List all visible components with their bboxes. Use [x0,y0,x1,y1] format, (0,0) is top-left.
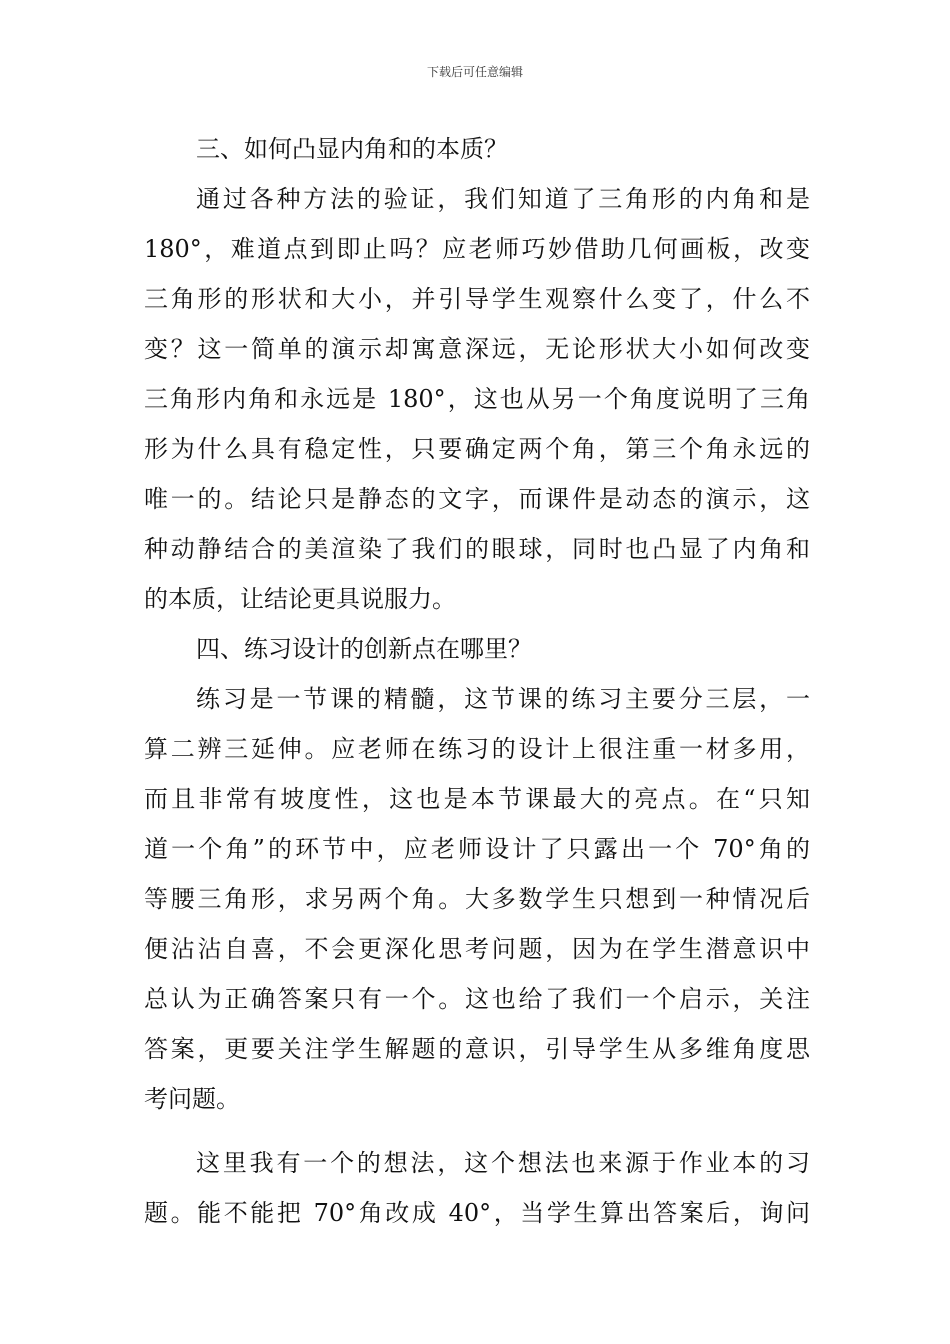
paragraph-line: 形为什么具有稳定性，只要确定两个角，第三个角永远的 [144,435,810,463]
paragraph-line: 算二辨三延伸。应老师在练习的设计上很注重一材多用， [144,735,810,763]
paragraph-line: 唯一的。结论只是静态的文字，而课件是动态的演示，这 [144,485,810,513]
paragraph-line: 变？这一简单的演示却寓意深远，无论形状大小如何改变 [144,335,810,363]
paragraph-line: 考问题。 [144,1085,240,1113]
document-body [144,124,810,1238]
paragraph-line: 练习是一节课的精髓，这节课的练习主要分三层，一 [196,685,810,713]
paragraph-line: 答案，更要关注学生解题的意识，引导学生从多维角度思 [144,1035,810,1063]
paragraph-line: 题。能不能把 70°角改成 40°，当学生算出答案后，询问 [144,1199,810,1227]
paragraph-line: 三角形的形状和大小，并引导学生观察什么变了，什么不 [144,285,810,313]
section-heading-3: 三、如何凸显内角和的本质？ [196,135,508,163]
paragraph-line: 通过各种方法的验证，我们知道了三角形的内角和是 [196,185,810,213]
paragraph-line: 180°，难道点到即止吗？应老师巧妙借助几何画板，改变 [144,235,810,263]
paragraph-line: 总认为正确答案只有一个。这也给了我们一个启示，关注 [144,985,810,1013]
paragraph-line: 道一个角”的环节中，应老师设计了只露出一个 70°角的 [144,835,810,863]
section-heading-4: 四、练习设计的创新点在哪里？ [196,635,532,663]
paragraph-line: 三角形内角和永远是 180°，这也从另一个角度说明了三角 [144,385,810,413]
paragraph-line: 的本质，让结论更具说服力。 [144,585,456,613]
page-header: 下载后可任意编辑 [426,65,523,79]
paragraph-line: 种动静结合的美渲染了我们的眼球，同时也凸显了内角和 [144,535,810,563]
paragraph-line: 这里我有一个的想法，这个想法也来源于作业本的习 [196,1149,810,1177]
paragraph-line: 便沾沾自喜，不会更深化思考问题，因为在学生潜意识中 [144,935,810,963]
paragraph-line: 等腰三角形，求另两个角。大多数学生只想到一种情况后 [144,885,810,913]
paragraph-line: 而且非常有坡度性，这也是本节课最大的亮点。在“只知 [144,785,810,813]
paragraph-spacer [144,1124,810,1138]
